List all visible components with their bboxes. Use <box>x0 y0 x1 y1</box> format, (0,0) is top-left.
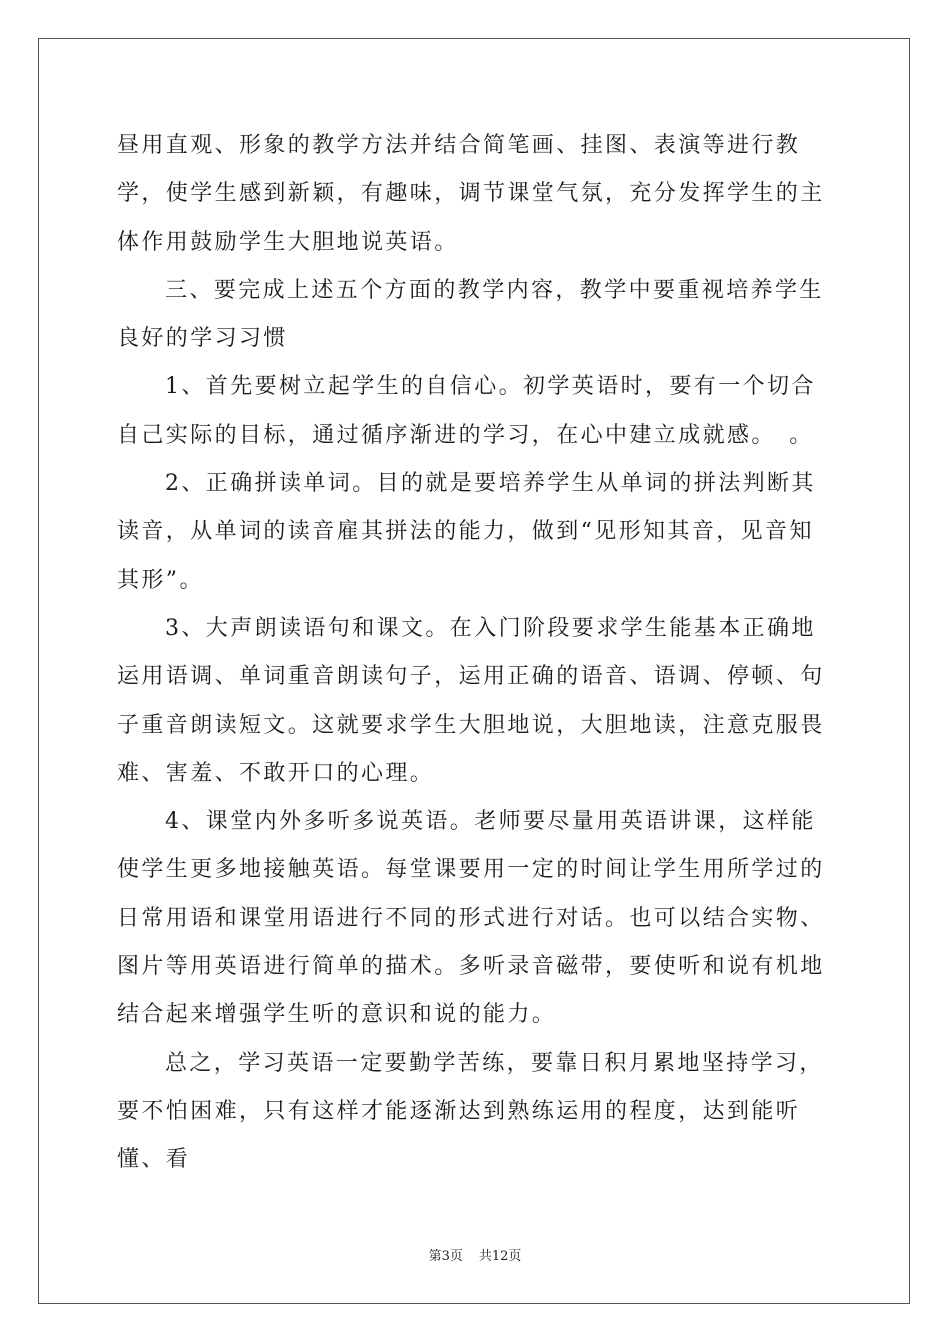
page-footer <box>0 1245 950 1264</box>
page-total: 共12页 <box>478 1249 522 1264</box>
paragraph-1: 昼用直观、形象的教学方法并结合简笔画、挂图、表演等进行教学，使学生感到新颖，有趣味，调节课堂气氛，充分发挥学生的主体作用鼓励学生大胆地说英语。 <box>117 133 825 255</box>
paragraph-2: 三、要完成上述五个方面的教学内容，教学中要重视培养学生良好的学习习惯 <box>117 277 824 352</box>
paragraph-6: 4、课堂内外多听多说英语。老师要尽量用英语讲课，这样能使学生更多地接触英语。每堂课要用一定的时间让学生用所学过的日常用语和课堂用语进行不同的形式进行对话。也可以结合实物、图片等用英语进行简单的描术。多听录音磁带，要使听和说有机地结合起来增强学生听的意识和说的能力。 <box>117 809 825 1028</box>
paragraph-3: 1、首先要树立起学生的自信心。初学英语时，要有一个切合自己实际的目标，通过循序渐进的学习，在心中建立成就感。 。 <box>117 374 816 448</box>
paragraph-5: 3、大声朗读语句和课文。在入门阶段要求学生能基本正确地运用语调、单词重音朗读句子，运用正确的语音、语调、停顿、句子重音朗读短文。这就要求学生大胆地说，大胆地读，注意克服畏难、害羞、不敢开口的心理。 <box>117 615 825 786</box>
page-number: 第3页 <box>428 1249 463 1264</box>
paragraph-4: 2、正确拼读单词。目的就是要培养学生从单词的拼法判断其读音，从单词的读音雇其拼法的能力，做到“见形知其音，见音知其形”。 <box>117 471 816 593</box>
document-body <box>117 122 833 1185</box>
paragraph-7: 总之，学习英语一定要勤学苦练，要靠日积月累地坚持学习，要不怕困难，只有这样才能逐渐达到熟练运用的程度，达到能听懂、看 <box>117 1050 824 1173</box>
